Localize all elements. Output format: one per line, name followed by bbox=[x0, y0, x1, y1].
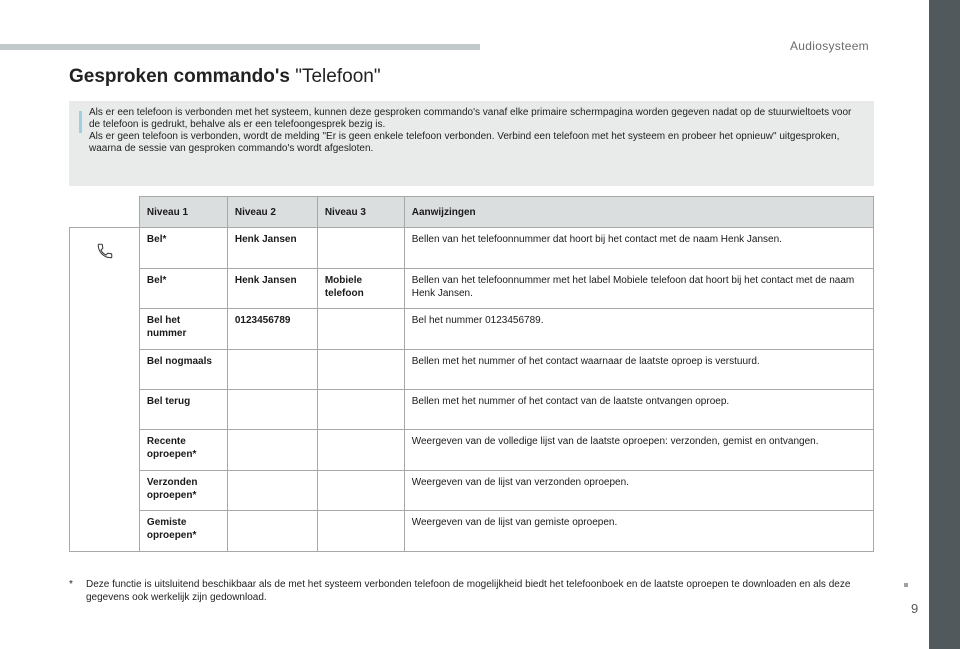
level2-cell bbox=[227, 511, 317, 552]
level3-cell: Mobiele telefoon bbox=[317, 269, 404, 309]
info-box bbox=[69, 101, 874, 186]
level2-cell: Henk Jansen bbox=[227, 269, 317, 309]
level1-cell: Gemiste oproepen* bbox=[139, 511, 227, 552]
table-row bbox=[70, 309, 874, 350]
page-title bbox=[69, 66, 381, 88]
level2-cell bbox=[227, 471, 317, 511]
level1-cell: Bel nogmaals bbox=[139, 350, 227, 390]
level3-cell bbox=[317, 430, 404, 471]
page-number: 9 bbox=[911, 601, 919, 616]
table-row bbox=[70, 269, 874, 309]
page-title-quoted: "Telefoon" bbox=[295, 66, 381, 87]
header-rule bbox=[0, 44, 480, 50]
level3-cell bbox=[317, 228, 404, 269]
table-header-row bbox=[70, 197, 874, 228]
level2-cell: Henk Jansen bbox=[227, 228, 317, 269]
hint-cell: Bellen van het telefoonnummer met het label Mobiele telefoon dat hoort bij het contact met de naam Henk Jansen. bbox=[404, 269, 873, 309]
side-bar bbox=[929, 0, 960, 649]
hint-cell: Bellen met het nummer of het contact van de laatste ontvangen oproep. bbox=[404, 390, 873, 430]
hint-cell: Weergeven van de volledige lijst van de laatste oproepen: verzonden, gemist en ontvangen. bbox=[404, 430, 873, 471]
table-header-empty bbox=[70, 197, 140, 228]
section-title: Audiosysteem bbox=[790, 39, 869, 53]
level2-cell bbox=[227, 350, 317, 390]
table-header-hint: Aanwijzingen bbox=[404, 197, 873, 228]
table-row bbox=[70, 471, 874, 511]
info-marker bbox=[79, 111, 82, 133]
level3-cell bbox=[317, 471, 404, 511]
hint-cell: Weergeven van de lijst van verzonden oproepen. bbox=[404, 471, 873, 511]
hint-cell: Weergeven van de lijst van gemiste oproepen. bbox=[404, 511, 873, 552]
phone-icon bbox=[96, 242, 114, 260]
hint-cell: Bellen van het telefoonnummer dat hoort bij het contact met de naam Henk Jansen. bbox=[404, 228, 873, 269]
hint-cell: Bel het nummer 0123456789. bbox=[404, 309, 873, 350]
level3-cell bbox=[317, 390, 404, 430]
table-row bbox=[70, 511, 874, 552]
level1-cell: Recente oproepen* bbox=[139, 430, 227, 471]
hint-cell: Bellen met het nummer of het contact waarnaar de laatste oproep is verstuurd. bbox=[404, 350, 873, 390]
level2-cell bbox=[227, 390, 317, 430]
level1-cell: Bel* bbox=[139, 269, 227, 309]
table-header-level2: Niveau 2 bbox=[227, 197, 317, 228]
level1-cell: Verzonden oproepen* bbox=[139, 471, 227, 511]
level3-cell bbox=[317, 309, 404, 350]
level3-cell bbox=[317, 511, 404, 552]
level2-cell bbox=[227, 430, 317, 471]
table-header-level3: Niveau 3 bbox=[317, 197, 404, 228]
level1-cell: Bel terug bbox=[139, 390, 227, 430]
table-row bbox=[70, 228, 874, 269]
side-marker bbox=[904, 583, 908, 587]
footnote-text: Deze functie is uitsluitend beschikbaar als de met het systeem verbonden telefoon de mogelijkheid biedt het telefoonboek en de laatste oproepen te downloaden en als deze gegevens ook werkelijk zijn gedownload. bbox=[86, 579, 851, 603]
footnote bbox=[69, 578, 874, 604]
footnote-mark: * bbox=[69, 579, 73, 590]
info-paragraph-2: Als er geen telefoon is verbonden, wordt de melding "Er is geen enkele telefoon verbonden. Verbind een telefoon met het systeem en probeer het opnieuw" uitgesproken, waarna de sessie van gesproken commando's wordt afgesloten. bbox=[89, 131, 840, 154]
level1-cell: Bel het nummer bbox=[139, 309, 227, 350]
level3-cell bbox=[317, 350, 404, 390]
level1-cell: Bel* bbox=[139, 228, 227, 269]
table-row bbox=[70, 390, 874, 430]
table-row bbox=[70, 430, 874, 471]
table-row bbox=[70, 350, 874, 390]
level2-cell: 0123456789 bbox=[227, 309, 317, 350]
phone-icon-cell bbox=[70, 228, 140, 552]
voice-command-table bbox=[69, 196, 874, 552]
page-title-main: Gesproken commando's bbox=[69, 66, 296, 87]
info-paragraph-1: Als er een telefoon is verbonden met het systeem, kunnen deze gesproken commando's vanaf elke primaire schermpagina worden gegeven nadat op de stuurwieltoets voor de telefoon is gedrukt, behalve als er een telefoongesprek bezig is. bbox=[89, 107, 852, 130]
table-header-level1: Niveau 1 bbox=[139, 197, 227, 228]
